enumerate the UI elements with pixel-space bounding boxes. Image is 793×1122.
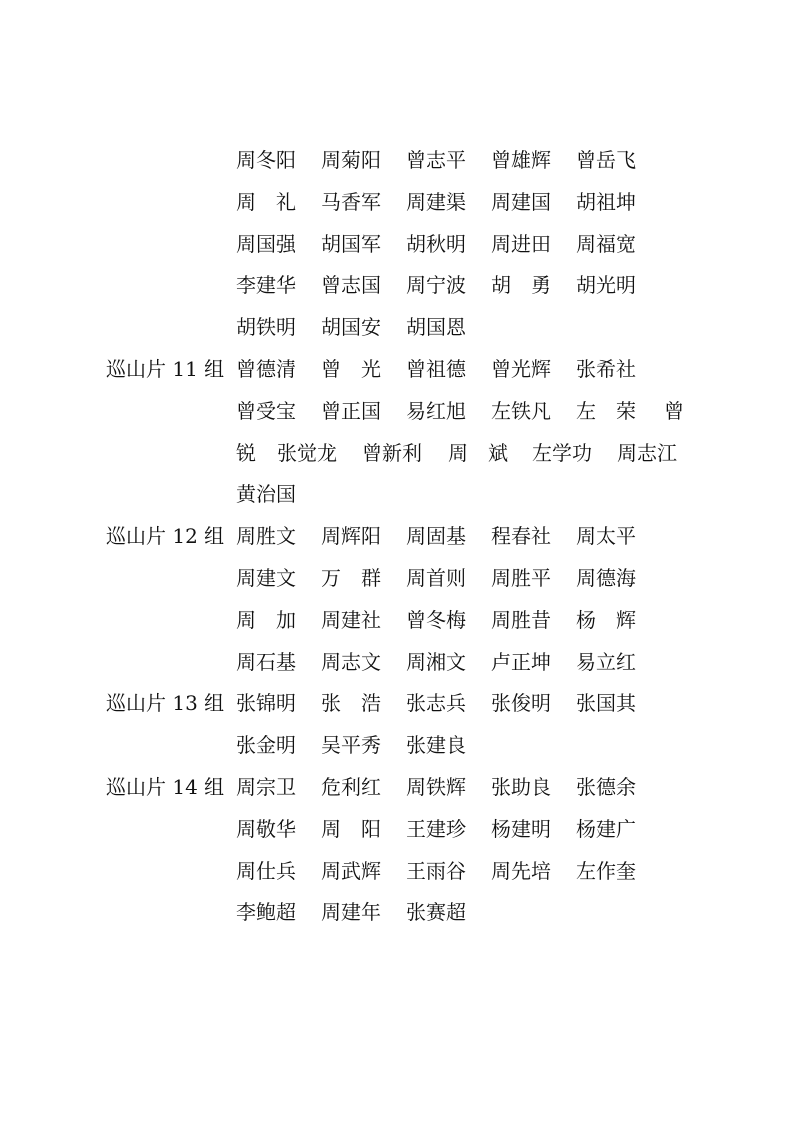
person-name: 李鲍超 bbox=[236, 900, 296, 925]
person-name: 王建珍 bbox=[406, 816, 466, 841]
person-name: 卢正坤 bbox=[491, 649, 551, 674]
name-row bbox=[0, 184, 793, 220]
person-name: 李建华 bbox=[236, 273, 296, 298]
person-name: 周建文 bbox=[236, 566, 296, 590]
name-row bbox=[0, 435, 793, 471]
person-name: 张赛超 bbox=[406, 900, 466, 925]
person-name: 周先培 bbox=[491, 858, 551, 883]
person-name: 曾祖德 bbox=[406, 357, 466, 381]
person-name: 周仕兵 bbox=[236, 858, 296, 883]
person-name: 周胜昔 bbox=[491, 607, 551, 632]
person-name: 易红旭 bbox=[406, 398, 466, 423]
name-row bbox=[0, 602, 793, 638]
person-name: 胡光明 bbox=[576, 273, 636, 298]
person-name: 周进田 bbox=[491, 231, 551, 256]
person-name: 周辉阳 bbox=[321, 524, 381, 549]
person-name: 危利红 bbox=[321, 775, 381, 799]
person-name: 周菊阳 bbox=[321, 148, 381, 172]
person-name: 周宁波 bbox=[406, 273, 466, 298]
person-name: 曾冬梅 bbox=[406, 607, 466, 632]
name-row bbox=[0, 853, 793, 889]
name-row bbox=[0, 811, 793, 847]
name-row bbox=[0, 309, 793, 345]
person-name: 胡铁明 bbox=[236, 315, 296, 340]
person-name: 周固基 bbox=[406, 524, 466, 549]
person-name: 周 阳 bbox=[321, 816, 381, 841]
person-name: 曾 bbox=[664, 398, 684, 423]
person-name: 王雨谷 bbox=[406, 858, 466, 883]
person-name: 吴平秀 bbox=[321, 733, 381, 758]
person-name: 张觉龙 bbox=[277, 440, 337, 465]
person-name: 周胜平 bbox=[491, 566, 551, 590]
name-row bbox=[0, 769, 793, 805]
person-name: 易立红 bbox=[576, 649, 636, 674]
name-row bbox=[0, 894, 793, 930]
person-name: 胡国恩 bbox=[406, 315, 466, 340]
person-name: 周志文 bbox=[321, 649, 381, 674]
group-label: 巡山片 12 组 bbox=[106, 524, 225, 549]
person-name: 黄治国 bbox=[236, 482, 296, 507]
person-name: 马香军 bbox=[321, 189, 381, 214]
person-name: 周铁辉 bbox=[406, 775, 466, 799]
person-name: 杨建广 bbox=[576, 816, 636, 841]
name-row bbox=[0, 644, 793, 680]
person-name: 胡祖坤 bbox=[576, 189, 636, 214]
person-name: 曾正国 bbox=[321, 398, 381, 423]
person-name: 周建年 bbox=[321, 900, 381, 925]
person-name: 周冬阳 bbox=[236, 148, 296, 172]
group-label: 巡山片 11 组 bbox=[106, 357, 225, 381]
person-name: 张锦明 bbox=[236, 691, 296, 716]
name-row bbox=[0, 560, 793, 596]
name-row bbox=[0, 685, 793, 721]
name-row bbox=[0, 518, 793, 554]
person-name: 曾德清 bbox=[236, 357, 296, 381]
person-name: 程春社 bbox=[491, 524, 551, 549]
person-name: 左铁凡 bbox=[491, 398, 551, 423]
person-name: 左作奎 bbox=[576, 858, 636, 883]
person-name: 周 礼 bbox=[236, 189, 296, 214]
person-name: 胡 勇 bbox=[491, 273, 551, 298]
person-name: 曾光辉 bbox=[491, 357, 551, 381]
name-row bbox=[0, 351, 793, 387]
person-name: 张 浩 bbox=[321, 691, 381, 716]
person-name: 张建良 bbox=[406, 733, 466, 758]
name-row bbox=[0, 142, 793, 178]
person-name: 周建国 bbox=[491, 189, 551, 214]
person-name: 周宗卫 bbox=[236, 775, 296, 799]
name-row bbox=[0, 267, 793, 303]
group-label: 巡山片 13 组 bbox=[106, 691, 225, 716]
person-name: 胡秋明 bbox=[406, 231, 466, 256]
person-name: 曾岳飞 bbox=[576, 148, 636, 172]
person-name: 万 群 bbox=[321, 566, 381, 590]
person-name: 周石基 bbox=[236, 649, 296, 674]
person-name: 曾志国 bbox=[321, 273, 381, 298]
name-row bbox=[0, 476, 793, 512]
person-name: 周胜文 bbox=[236, 524, 296, 549]
person-name: 张志兵 bbox=[406, 691, 466, 716]
person-name: 周武辉 bbox=[321, 858, 381, 883]
group-label: 巡山片 14 组 bbox=[106, 775, 225, 799]
person-name: 张俊明 bbox=[491, 691, 551, 716]
person-name: 周湘文 bbox=[406, 649, 466, 674]
person-name: 张金明 bbox=[236, 733, 296, 758]
person-name: 曾受宝 bbox=[236, 398, 296, 423]
name-row bbox=[0, 393, 793, 429]
person-name: 杨 辉 bbox=[576, 607, 636, 632]
name-row bbox=[0, 226, 793, 262]
person-name: 曾新利 bbox=[362, 440, 422, 465]
person-name: 杨建明 bbox=[491, 816, 551, 841]
person-name: 张希社 bbox=[576, 357, 636, 381]
person-name: 周福宽 bbox=[576, 231, 636, 256]
person-name: 周建社 bbox=[321, 607, 381, 632]
person-name: 左 荣 bbox=[576, 398, 636, 423]
person-name: 锐 bbox=[236, 440, 256, 465]
person-name: 张德余 bbox=[576, 775, 636, 799]
person-name: 胡国军 bbox=[321, 231, 381, 256]
person-name: 曾志平 bbox=[406, 148, 466, 172]
person-name: 曾 光 bbox=[321, 357, 381, 381]
person-name: 周敬华 bbox=[236, 816, 296, 841]
person-name: 周 斌 bbox=[448, 440, 508, 465]
person-name: 周首则 bbox=[406, 566, 466, 590]
person-name: 周 加 bbox=[236, 607, 296, 632]
person-name: 曾雄辉 bbox=[491, 148, 551, 172]
person-name: 周志江 bbox=[617, 440, 677, 465]
name-row bbox=[0, 727, 793, 763]
person-name: 左学功 bbox=[532, 440, 592, 465]
person-name: 周建渠 bbox=[406, 189, 466, 214]
person-name: 周德海 bbox=[576, 566, 636, 590]
person-name: 张助良 bbox=[491, 775, 551, 799]
person-name: 胡国安 bbox=[321, 315, 381, 340]
person-name: 周国强 bbox=[236, 231, 296, 256]
person-name: 周太平 bbox=[576, 524, 636, 549]
person-name: 张国其 bbox=[576, 691, 636, 716]
